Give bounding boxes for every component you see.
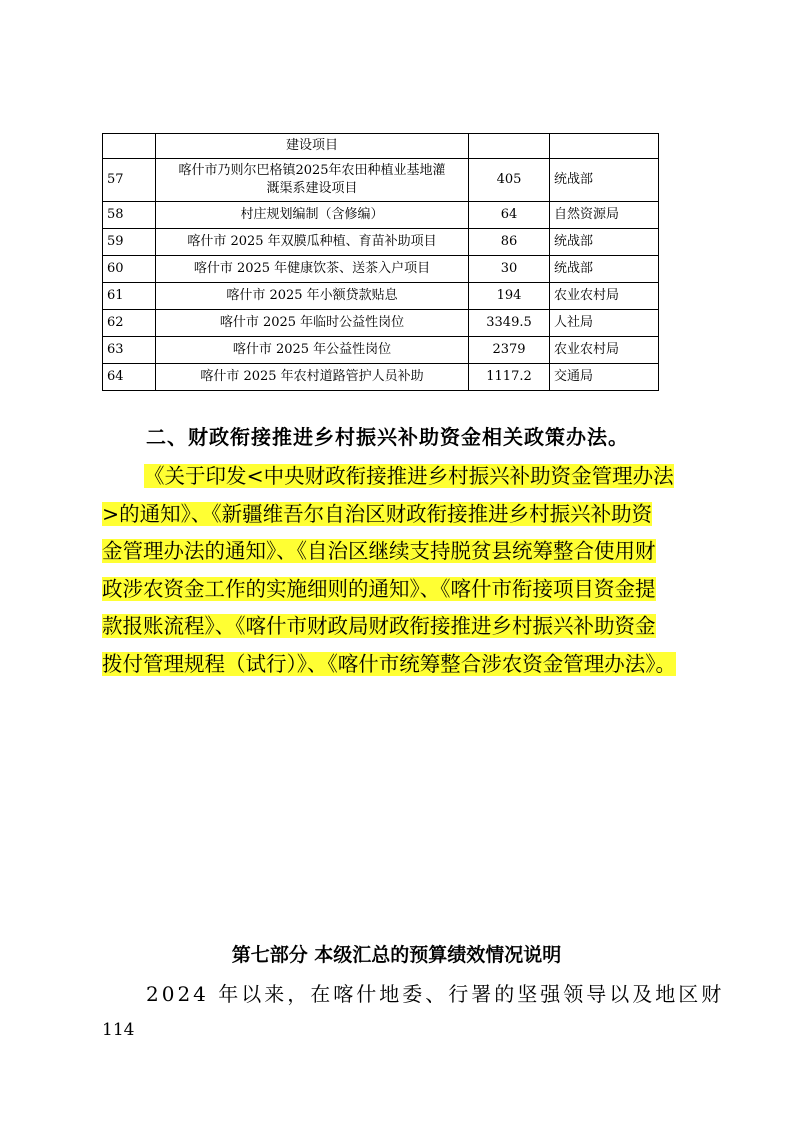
cell-amount: 405 bbox=[469, 159, 550, 202]
cell-department: 农业农村局 bbox=[550, 337, 659, 364]
cell-no: 62 bbox=[103, 310, 156, 337]
cell-amount: 2379 bbox=[469, 337, 550, 364]
page-number: 114 bbox=[102, 1020, 135, 1040]
cell-no: 61 bbox=[103, 283, 156, 310]
cell-project-name: 喀什市 2025 年临时公益性岗位 bbox=[156, 310, 469, 337]
paragraph-line bbox=[102, 571, 702, 609]
cell-project-name bbox=[156, 159, 469, 202]
cell-no bbox=[103, 134, 156, 159]
cell-no: 63 bbox=[103, 337, 156, 364]
highlighted-text: 金管理办法的通知》、《自治区继续支持脱贫县统筹整合使用财 bbox=[102, 539, 656, 563]
cell-project-name: 喀什市 2025 年双膜瓜种植、育苗补助项目 bbox=[156, 229, 469, 256]
cell-department: 统战部 bbox=[550, 159, 659, 202]
cell-department bbox=[550, 134, 659, 159]
cell-project-name: 喀什市 2025 年农村道路管护人员补助 bbox=[156, 364, 469, 391]
highlighted-text: >的通知》、《新疆维吾尔自治区财政衔接推进乡村振兴补助资 bbox=[102, 501, 653, 526]
project-name-line: 喀什市乃则尔巴格镇2025年农田种植业基地灌 bbox=[178, 163, 446, 178]
cell-amount bbox=[469, 134, 550, 159]
table-row bbox=[103, 159, 659, 202]
table-row bbox=[103, 256, 659, 283]
policy-list-paragraph bbox=[102, 458, 702, 683]
cell-amount: 3349.5 bbox=[469, 310, 550, 337]
cell-project-name: 喀什市 2025 年小额贷款贴息 bbox=[156, 283, 469, 310]
cell-department: 交通局 bbox=[550, 364, 659, 391]
cell-no: 64 bbox=[103, 364, 156, 391]
cell-amount: 64 bbox=[469, 202, 550, 229]
cell-no: 60 bbox=[103, 256, 156, 283]
cell-project-name: 村庄规划编制（含修编） bbox=[156, 202, 469, 229]
cell-amount: 194 bbox=[469, 283, 550, 310]
highlighted-text: 《关于印发<中央财政衔接推进乡村振兴补助资金管理办法 bbox=[144, 464, 674, 488]
part-title: 第七部分 本级汇总的预算绩效情况说明 bbox=[231, 944, 562, 966]
table-row bbox=[103, 364, 659, 391]
cell-amount: 1117.2 bbox=[469, 364, 550, 391]
cell-amount: 30 bbox=[469, 256, 550, 283]
intro-paragraph: 2024 年以来，在喀什地委、行署的坚强领导以及地区财 bbox=[146, 982, 725, 1006]
table-row bbox=[103, 229, 659, 256]
paragraph-line bbox=[102, 458, 702, 496]
table-row bbox=[103, 337, 659, 364]
cell-department: 统战部 bbox=[550, 256, 659, 283]
table-row-continued bbox=[103, 134, 659, 159]
highlighted-text: 政涉农资金工作的实施细则的通知》、《喀什市衔接项目资金提 bbox=[102, 576, 656, 601]
cell-project-name: 喀什市 2025 年健康饮茶、送茶入户项目 bbox=[156, 256, 469, 283]
table-row bbox=[103, 283, 659, 310]
paragraph-line bbox=[102, 646, 702, 684]
cell-department: 人社局 bbox=[550, 310, 659, 337]
cell-no: 58 bbox=[103, 202, 156, 229]
cell-department: 自然资源局 bbox=[550, 202, 659, 229]
highlighted-text: 拨付管理规程（试行）》、《喀什市统筹整合涉农资金管理办法》。 bbox=[102, 651, 676, 676]
budget-project-table bbox=[102, 133, 659, 391]
table-row bbox=[103, 202, 659, 229]
project-name-line: 溉渠系建设项目 bbox=[266, 181, 358, 196]
table-row bbox=[103, 310, 659, 337]
cell-department: 农业农村局 bbox=[550, 283, 659, 310]
paragraph-line bbox=[102, 608, 702, 646]
cell-no: 57 bbox=[103, 159, 156, 202]
cell-department: 统战部 bbox=[550, 229, 659, 256]
cell-amount: 86 bbox=[469, 229, 550, 256]
paragraph-line bbox=[102, 533, 702, 571]
cell-no: 59 bbox=[103, 229, 156, 256]
cell-project-name: 建设项目 bbox=[156, 134, 469, 159]
highlighted-text: 款报账流程》、《喀什市财政局财政衔接推进乡村振兴补助资金 bbox=[102, 614, 656, 638]
cell-project-name: 喀什市 2025 年公益性岗位 bbox=[156, 337, 469, 364]
paragraph-line bbox=[102, 496, 702, 534]
section-heading: 二、财政衔接推进乡村振兴补助资金相关政策办法。 bbox=[146, 425, 629, 449]
